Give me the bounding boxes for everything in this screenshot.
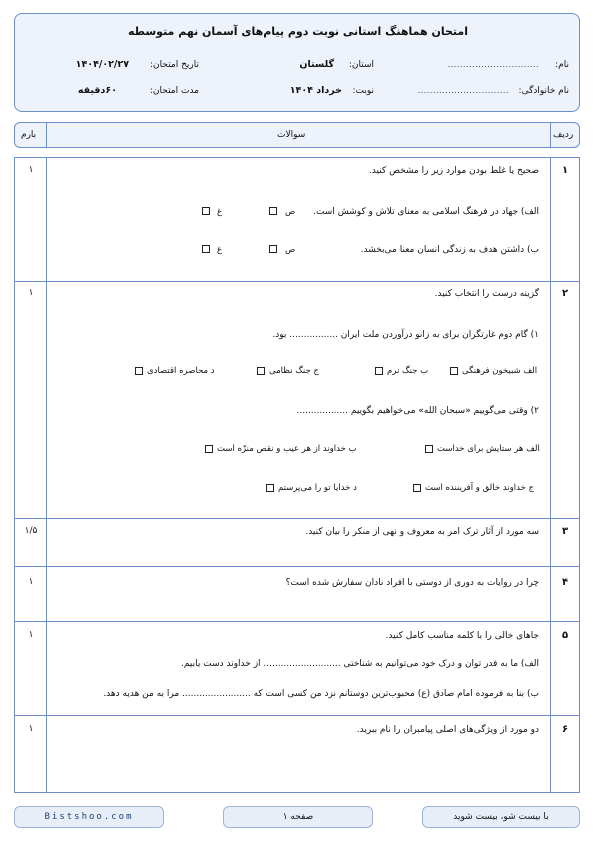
- option-checkbox[interactable]: [205, 445, 213, 453]
- option-label: الف هر ستایش برای خداست: [437, 444, 540, 454]
- exam-title: امتحان هماهنگ استانی نوبت دوم پیام‌های آسمان نهم متوسطه: [127, 25, 469, 38]
- option-label: ج خداوند خالق و آفریننده است: [425, 483, 534, 493]
- question-number: ۳: [561, 526, 569, 537]
- turn-value: خرداد ۱۴۰۴: [289, 85, 342, 96]
- option-checkbox[interactable]: [375, 367, 383, 375]
- false-label: غ: [217, 245, 223, 255]
- false-label: غ: [217, 207, 223, 217]
- option-checkbox[interactable]: [135, 367, 143, 375]
- option-checkbox[interactable]: [450, 367, 458, 375]
- name-field[interactable]: ..............................: [447, 60, 539, 69]
- footer-site[interactable]: Bistshoo.com: [14, 806, 164, 828]
- family-field[interactable]: ..............................: [417, 86, 509, 95]
- option-label: ج جنگ نظامی: [269, 366, 319, 376]
- option-checkbox[interactable]: [266, 484, 274, 492]
- footer-slogan: با بیست شو، بیست شوید: [422, 806, 580, 828]
- turn-label: نوبت:: [352, 86, 374, 96]
- question-score: ۱: [28, 165, 34, 175]
- table-column-header: [14, 122, 580, 148]
- question-number: ۱: [561, 165, 569, 176]
- false-checkbox[interactable]: [202, 245, 210, 253]
- question-title: صحیح یا غلط بودن موارد زیر را مشخص کنید.: [368, 166, 539, 176]
- question-number: ۲: [561, 288, 569, 299]
- question-score: ۱/۵: [24, 526, 38, 536]
- option-label: ب خداوند از هر عیب و نقص منزّه است: [217, 444, 357, 454]
- question-number: ۵: [561, 630, 569, 641]
- question-item: ب) داشتن هدف به زندگی انسان معنا می‌بخشد.: [360, 245, 539, 255]
- date-value: ۱۴۰۴/۰۲/۲۷: [75, 59, 129, 70]
- exam-header: [14, 13, 580, 112]
- province-value: گلستان: [299, 59, 334, 70]
- score-column-header: بارم: [21, 130, 37, 140]
- province-label: استان:: [348, 60, 374, 70]
- question-sub: ۲) وقتی می‌گوییم «سبحان الله» می‌خواهیم بگوییم ..................: [296, 406, 539, 416]
- question-title: دو مورد از ویژگی‌های اصلی پیامبران را نام ببرید.: [356, 725, 539, 735]
- question-score: ۱: [28, 724, 34, 734]
- true-checkbox[interactable]: [269, 245, 277, 253]
- false-checkbox[interactable]: [202, 207, 210, 215]
- question-score: ۱: [28, 630, 34, 640]
- footer-page-number: صفحه ۱: [223, 806, 373, 828]
- questions-column-header: سوالات: [277, 130, 306, 140]
- questions-table: [14, 157, 580, 793]
- option-checkbox[interactable]: [257, 367, 265, 375]
- duration-value: ۶۰دقیقه: [77, 85, 117, 96]
- true-label: ص: [285, 207, 296, 217]
- option-checkbox[interactable]: [425, 445, 433, 453]
- fill-blank-line: الف) ما به قدر توان و درک خود می‌توانیم به شناختی ........................... از خداوند دست یابیم.: [181, 659, 539, 669]
- name-label: نام:: [555, 60, 569, 70]
- question-title: سه مورد از آثار ترک امر به معروف و نهی از منکر را بیان کنید.: [305, 527, 539, 537]
- question-number: ۶: [561, 724, 569, 735]
- true-checkbox[interactable]: [269, 207, 277, 215]
- question-title: جاهای خالی را با کلمه مناسب کامل کنید.: [385, 631, 539, 641]
- duration-label: مدت امتحان:: [149, 86, 199, 96]
- date-label: تاریخ امتحان:: [150, 60, 199, 70]
- question-score: ۱: [28, 577, 34, 587]
- question-sub: ۱) گام دوم غارتگران برای به زانو درآوردن ملت ایران ................. بود.: [272, 330, 539, 340]
- question-title: چرا در روایات به دوری از دوستی با افراد نادان سفارش شده است؟: [285, 578, 539, 588]
- question-title: گزینه درست را انتخاب کنید.: [434, 289, 539, 299]
- question-item: الف) جهاد در فرهنگ اسلامی به معنای تلاش و کوشش است.: [313, 207, 539, 217]
- question-score: ۱: [28, 288, 34, 298]
- option-label: د خدایا تو را می‌پرستم: [278, 483, 357, 493]
- family-label: نام خانوادگی:: [518, 86, 569, 96]
- option-label: ب جنگ نرم: [387, 366, 429, 376]
- option-checkbox[interactable]: [413, 484, 421, 492]
- row-column-header: ردیف: [553, 130, 574, 140]
- option-label: الف شبیخون فرهنگی: [462, 366, 538, 376]
- true-label: ص: [285, 245, 296, 255]
- fill-blank-line: ب) بنا به فرموده امام صادق (ع) محبوب‌ترین دوستانم نزد من کسی است که ........................ مرا به من هدیه دهد.: [103, 689, 539, 699]
- question-number: ۴: [561, 577, 569, 588]
- option-label: د محاصره اقتصادی: [147, 366, 215, 376]
